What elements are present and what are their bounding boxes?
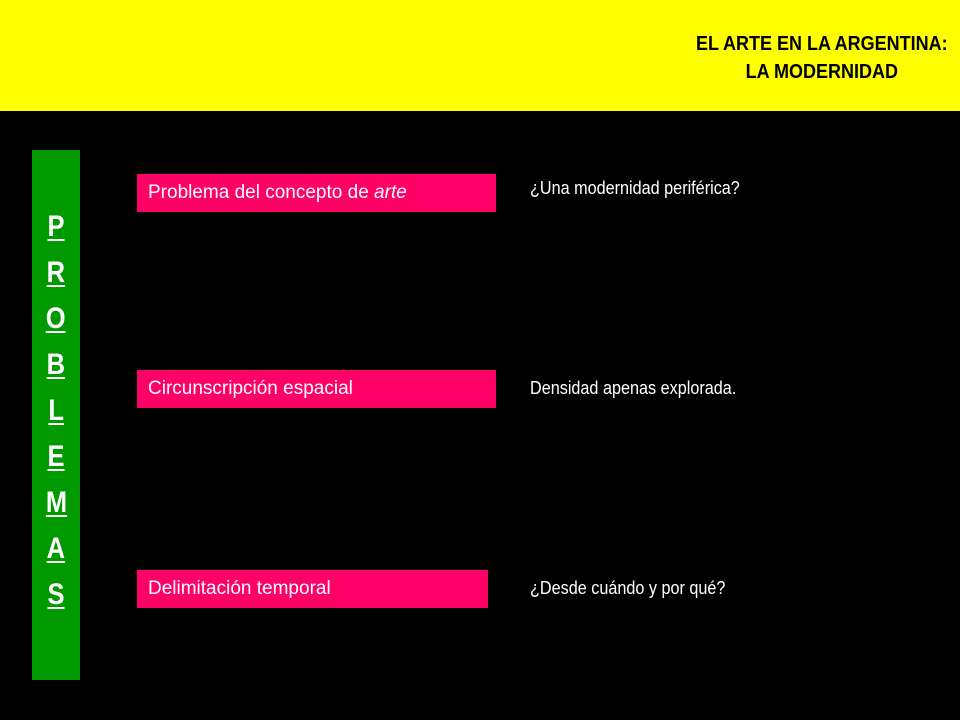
vertical-letter: B [46, 348, 66, 381]
problem-label: Delimitación temporal [148, 578, 331, 599]
problem-note-espacial: Densidad apenas explorada. [530, 378, 737, 398]
title-line-1: EL ARTE EN LA ARGENTINA: [696, 33, 948, 55]
problem-note-temporal: ¿Desde cuándo y por qué? [530, 578, 726, 598]
vertical-letter: L [48, 394, 64, 427]
problem-box-espacial [137, 370, 496, 408]
vertical-letter: P [47, 210, 65, 243]
problem-label: Circunscripción espacial [148, 378, 353, 399]
problem-label: Problema del concepto de [148, 182, 375, 203]
problem-label-italic: arte [374, 182, 407, 203]
problem-box-temporal [137, 570, 488, 608]
problem-note-concepto: ¿Una modernidad periférica? [530, 178, 740, 198]
slide-title [696, 30, 948, 86]
vertical-letter: S [47, 578, 65, 611]
problemas-vertical-bar [32, 150, 80, 680]
header-banner [0, 0, 960, 111]
vertical-letter: R [46, 256, 66, 289]
vertical-letter: A [46, 532, 66, 565]
vertical-letter: E [47, 440, 65, 473]
title-line-2: LA MODERNIDAD [745, 61, 899, 83]
vertical-letter: O [46, 302, 66, 335]
problem-box-concepto [137, 174, 496, 212]
vertical-letter: M [45, 486, 67, 519]
